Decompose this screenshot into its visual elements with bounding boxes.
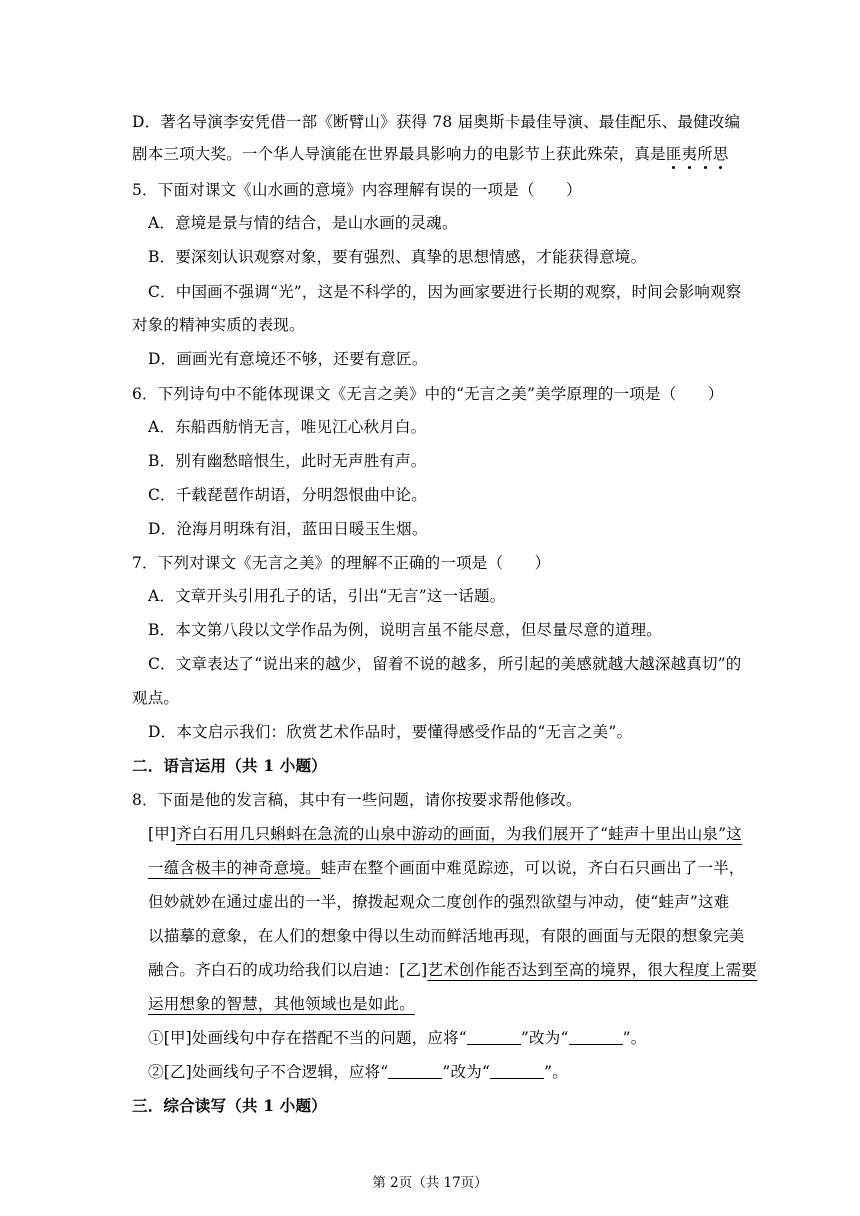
- section-3-heading: 三．综合读写（共 1 小题）: [132, 1096, 327, 1115]
- q5-option-a: A．意境是景与情的结合，是山水画的灵魂。: [148, 214, 458, 232]
- answer-blank-1b[interactable]: [569, 1030, 623, 1045]
- q7-option-c-line-2: 观点。: [132, 689, 180, 707]
- passage-line-3: 但妙就妙在通过虚出的一半，撩拨起观众二度创作的强烈欲望与冲动，使“蛙声”这难: [148, 893, 730, 911]
- question-6: 6．下列诗句中不能体现课文《无言之美》中的“无言之美”美学原理的一项是（ ）: [132, 385, 724, 403]
- q6-option-a: A．东船西舫悄无言，唯见江心秋月白。: [148, 418, 427, 436]
- question-7: 7．下列对课文《无言之美》的理解不正确的一项是（ ）: [132, 554, 551, 572]
- q7-option-d: D．本文启示我们：欣赏艺术作品时，要懂得感受作品的“无言之美”。: [148, 723, 633, 741]
- answer-blank-2b[interactable]: [490, 1064, 544, 1079]
- q6-option-b: B．别有幽愁暗恨生，此时无声胜有声。: [148, 452, 427, 470]
- section-2-heading: 二．语言运用（共 1 小题）: [132, 756, 327, 775]
- option-d-line-2: 剧本三项大奖。一个华人导演能在世界最具影响力的电影节上获此殊荣，真是匪夷所思: [132, 145, 729, 163]
- q5-option-c-line-2: 对象的精神实质的表现。: [132, 316, 305, 334]
- passage-line-5: 融合。齐白石的成功给我们以启迪：[乙]艺术创作能否达到至高的境界，很大程度上需要: [148, 961, 758, 979]
- answer-blank-2a[interactable]: [388, 1064, 442, 1079]
- emphasis-char: 匪: [665, 145, 682, 163]
- q7-option-c-line-1: C．文章表达了“说出来的越少，留着不说的越多，所引起的美感就越大越深越真切”的: [148, 655, 742, 673]
- passage-line-6: 运用想象的智慧，其他领域也是如此。: [148, 995, 415, 1013]
- passage-line-2: 一蕴含极丰的神奇意境。蛙声在整个画面中难觅踪迹，可以说，齐白石只画出了一半，: [148, 859, 745, 877]
- q5-option-d: D．画画光有意境还不够，还要有意匠。: [148, 350, 428, 368]
- emphasis-char: 思: [712, 145, 729, 163]
- q6-option-d: D．沧海月明珠有泪，蓝田日暖玉生烟。: [148, 520, 428, 538]
- q5-option-c-line-1: C．中国画不强调“光”，这是不科学的，因为画家要进行长期的观察，时间会影响观察: [148, 283, 742, 301]
- question-5: 5．下面对课文《山水画的意境》内容理解有误的一项是（ ）: [132, 181, 582, 199]
- page-footer: 第 2页（共 17页）: [372, 1175, 488, 1191]
- passage-line-4: 以描摹的意象，在人们的想象中得以生动而鲜活地再现，有限的画面与无限的想象完美: [148, 927, 745, 945]
- emphasis-char: 夷: [681, 145, 698, 163]
- question-8: 8．下面是他的发言稿，其中有一些问题，请你按要求帮他修改。: [132, 791, 582, 809]
- emphasized-idiom: [666, 145, 729, 163]
- passage-line-1: [甲]齐白石用几只蝌蚪在急流的山泉中游动的画面，为我们展开了“蛙声十里出山泉”这: [148, 825, 742, 843]
- option-d-line-1: D．著名导演李安凭借一部《断臂山》获得 78 届奥斯卡最佳导演、最佳配乐、最健改编: [132, 113, 741, 131]
- q6-option-c: C．千载琵琶作胡语，分明怨恨曲中论。: [148, 486, 427, 504]
- sub-question-2: ②[乙]处画线句子不合逻辑，应将“ ”改为“ ”。: [148, 1063, 568, 1081]
- emphasis-char: 所: [697, 145, 713, 163]
- q7-option-a: A．文章开头引用孔子的话，引出“无言”这一话题。: [148, 587, 506, 605]
- q7-option-b: B．本文第八段以文学作品为例，说明言虽不能尽意，但尽量尽意的道理。: [148, 621, 662, 639]
- answer-blank-1a[interactable]: [467, 1030, 521, 1045]
- sub-question-1: ①[甲]处画线句中存在搭配不当的问题，应将“ ”改为“ ”。: [148, 1029, 647, 1047]
- q5-option-b: B．要深刻认识观察对象，要有强烈、真挚的思想情感，才能获得意境。: [148, 248, 647, 266]
